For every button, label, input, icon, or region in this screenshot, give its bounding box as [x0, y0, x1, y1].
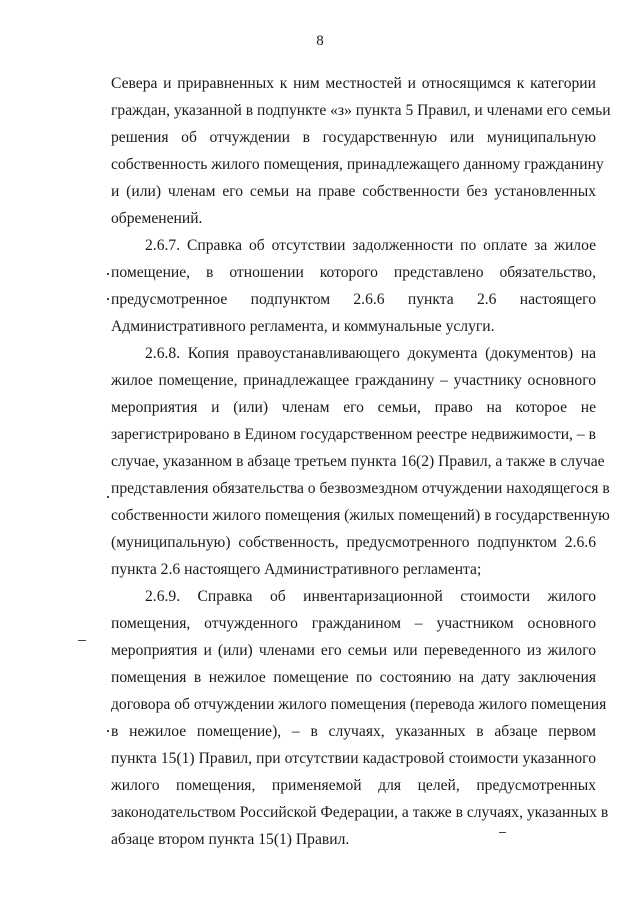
scan-speck [107, 730, 109, 732]
text-line: собственность жилого помещения, принадлежащего данному гражданину [111, 156, 604, 173]
scan-speck [499, 832, 506, 833]
paragraph-start-2-6-7: 2.6.7. Справка об отсутствии задолженности по оплате за жилое [145, 237, 596, 254]
text-line: мероприятия и (или) членами его семьи или переведенного из жилого [111, 642, 596, 659]
text-line: Административного регламента, и коммунальные услуги. [111, 318, 495, 335]
text-line: и (или) членам его семьи на праве собственности без установленных [111, 183, 596, 200]
scan-speck [78, 640, 86, 641]
text-line: помещение, в отношении которого представлено обязательство, [111, 264, 596, 281]
scan-speck [107, 496, 109, 498]
text-line: абзаце втором пункта 15(1) Правил. [111, 831, 350, 848]
scan-speck [107, 298, 109, 300]
page-number: 8 [316, 33, 324, 49]
text-line: законодательством Российской Федерации, а также в случаях, указанных в [111, 804, 609, 821]
text-line: Севера и приравненных к ним местностей и относящимся к категории [111, 75, 596, 92]
text-line: пункта 15(1) Правил, при отсутствии кадастровой стоимости указанного [111, 750, 596, 767]
text-line: мероприятия и (или) членам его семьи, право на которое не [111, 399, 596, 416]
text-line: жилое помещение, принадлежащее гражданину – участнику основного [111, 372, 596, 389]
text-line: жилого помещения, применяемой для целей, предусмотренных [111, 777, 596, 794]
text-line: помещения, отчужденного гражданином – участником основного [111, 615, 596, 632]
text-line: предусмотренное подпунктом 2.6.6 пункта 2.6 настоящего [111, 291, 596, 308]
text-line: (муниципальную) собственность, предусмотренного подпунктом 2.6.6 [111, 534, 596, 551]
paragraph-start-2-6-8: 2.6.8. Копия правоустанавливающего документа (документов) на [145, 345, 596, 362]
text-line: обременений. [111, 210, 203, 227]
paragraph-start-2-6-9: 2.6.9. Справка об инвентаризационной стоимости жилого [145, 588, 596, 605]
text-line: договора об отчуждении жилого помещения (перевода жилого помещения [111, 696, 607, 713]
text-line: помещения в нежилое помещение по состоянию на дату заключения [111, 669, 596, 686]
text-line: случае, указанном в абзаце третьем пункта 16(2) Правил, а также в случае [111, 453, 605, 470]
text-line: собственности жилого помещения (жилых помещений) в государственную [111, 507, 610, 524]
text-line: решения об отчуждении в государственную или муниципальную [111, 129, 596, 146]
scan-speck [107, 273, 109, 275]
text-line: в нежилое помещение), – в случаях, указанных в абзаце первом [111, 723, 596, 740]
text-line: пункта 2.6 настоящего Административного регламента; [111, 561, 482, 578]
text-line: граждан, указанной в подпункте «з» пункта 5 Правил, и членами его семьи [111, 102, 611, 119]
text-line: зарегистрировано в Едином государственном реестре недвижимости, – в [111, 426, 596, 443]
text-line: представления обязательства о безвозмездном отчуждении находящегося в [111, 480, 610, 497]
